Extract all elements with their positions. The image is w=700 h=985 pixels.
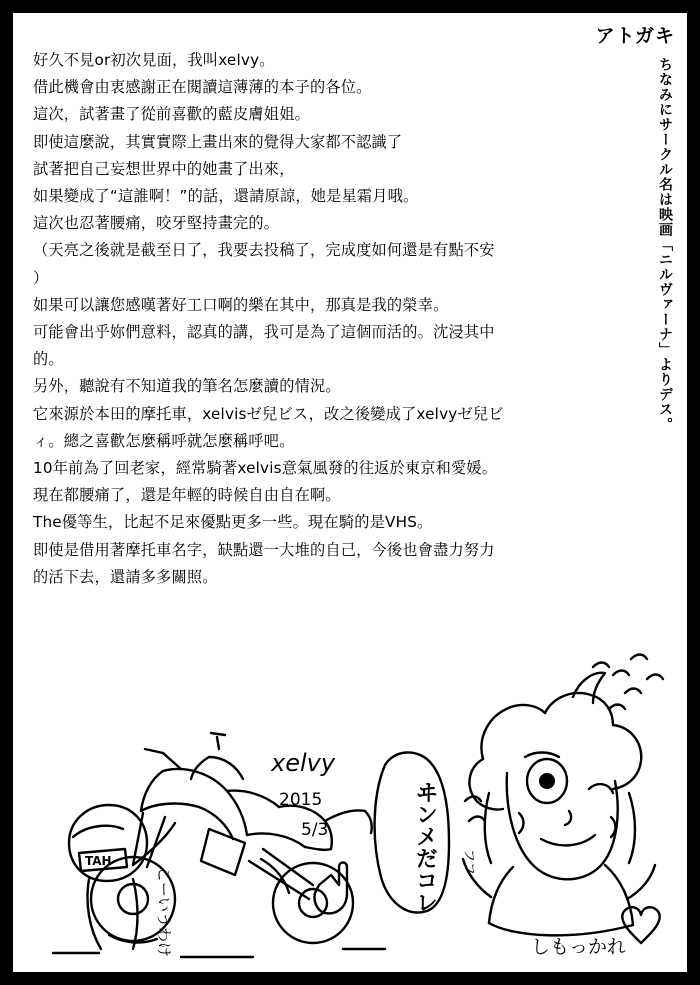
body-line: 10年前為了回老家，經常騎著xelvis意氣風發的往返於東京和愛媛。 [33, 459, 498, 478]
paper-sheet [10, 10, 690, 975]
body-line: 現在都腰痛了，還是年輕的時候自由自在啊。 [33, 486, 341, 505]
body-line: 如果變成了“這誰啊！”的話，還請原諒，她是星霜月哦。 [33, 187, 419, 206]
body-line: 可能會出乎妳們意料，認真的講，我可是為了這個而活的。沈浸其中 [33, 323, 495, 342]
body-line: 另外，聽說有不知道我的筆名怎麼讀的情況。 [33, 377, 341, 396]
body-line: 這次，試著畫了從前喜歡的藍皮膚姐姐。 [33, 105, 310, 124]
circle-name-note: ちなみにサークル名は映画「ニルヴァーナ」よりデス。 [657, 57, 673, 432]
body-line: 即使是借用著摩托車名字，缺點還一大堆的自己，今後也會盡力努力 [33, 540, 495, 559]
pointing-hand-drawing [314, 863, 347, 914]
sfx-text: フフ [461, 849, 476, 876]
body-line: （天亮之後就是截至日了，我要去投稿了，完成度如何還是有點不安 [33, 241, 495, 260]
bike-label-text: TAH [85, 854, 112, 868]
character-speech-text: しもっかれ [531, 936, 627, 958]
body-line: 它來源於本田的摩托車，xelvisゼ兒ビス，改之後變成了xelvyゼ兒ビ [33, 404, 504, 423]
body-line: 即使這麼說，其實實際上畫出來的覺得大家都不認識了 [33, 132, 403, 151]
afterword-title: アトガキ [595, 25, 675, 47]
body-line: 試著把自己妄想世界中的她畫了出來， [33, 159, 295, 178]
afterword-body [33, 47, 633, 591]
body-line: ） [33, 268, 49, 287]
motorcycle-rider-drawing [53, 733, 385, 957]
body-line: ィ。總之喜歡怎麼稱呼就怎麼稱呼吧。 [33, 431, 295, 450]
signature-year: 2015 [279, 790, 323, 810]
body-line: The優等生，比起不足來優點更多一些。現在騎的是VHS。 [33, 513, 433, 532]
body-line: 的。 [33, 350, 64, 369]
body-line: 這次也忍著腰痛，咬牙堅持畫完的。 [33, 214, 280, 233]
character-drawing [463, 673, 655, 936]
bike-speech-text: こーいうわけ [155, 867, 173, 958]
body-line: 的活下去，還請多多關照。 [33, 567, 218, 586]
body-line: 如果可以讓您感嘆著好工口啊的樂在其中，那真是我的榮幸。 [33, 295, 449, 314]
body-line: 借此機會由衷感謝正在閱讀這薄薄的本子的各位。 [33, 78, 372, 97]
signature-text: xelvy [271, 749, 336, 777]
bubble-text: ヰンメだコレ [412, 781, 438, 913]
body-line: 好久不見or初次見面，我叫xelvy。 [33, 51, 275, 69]
afterword-illustration [13, 653, 687, 973]
signature-date: 5/3 [301, 820, 329, 840]
